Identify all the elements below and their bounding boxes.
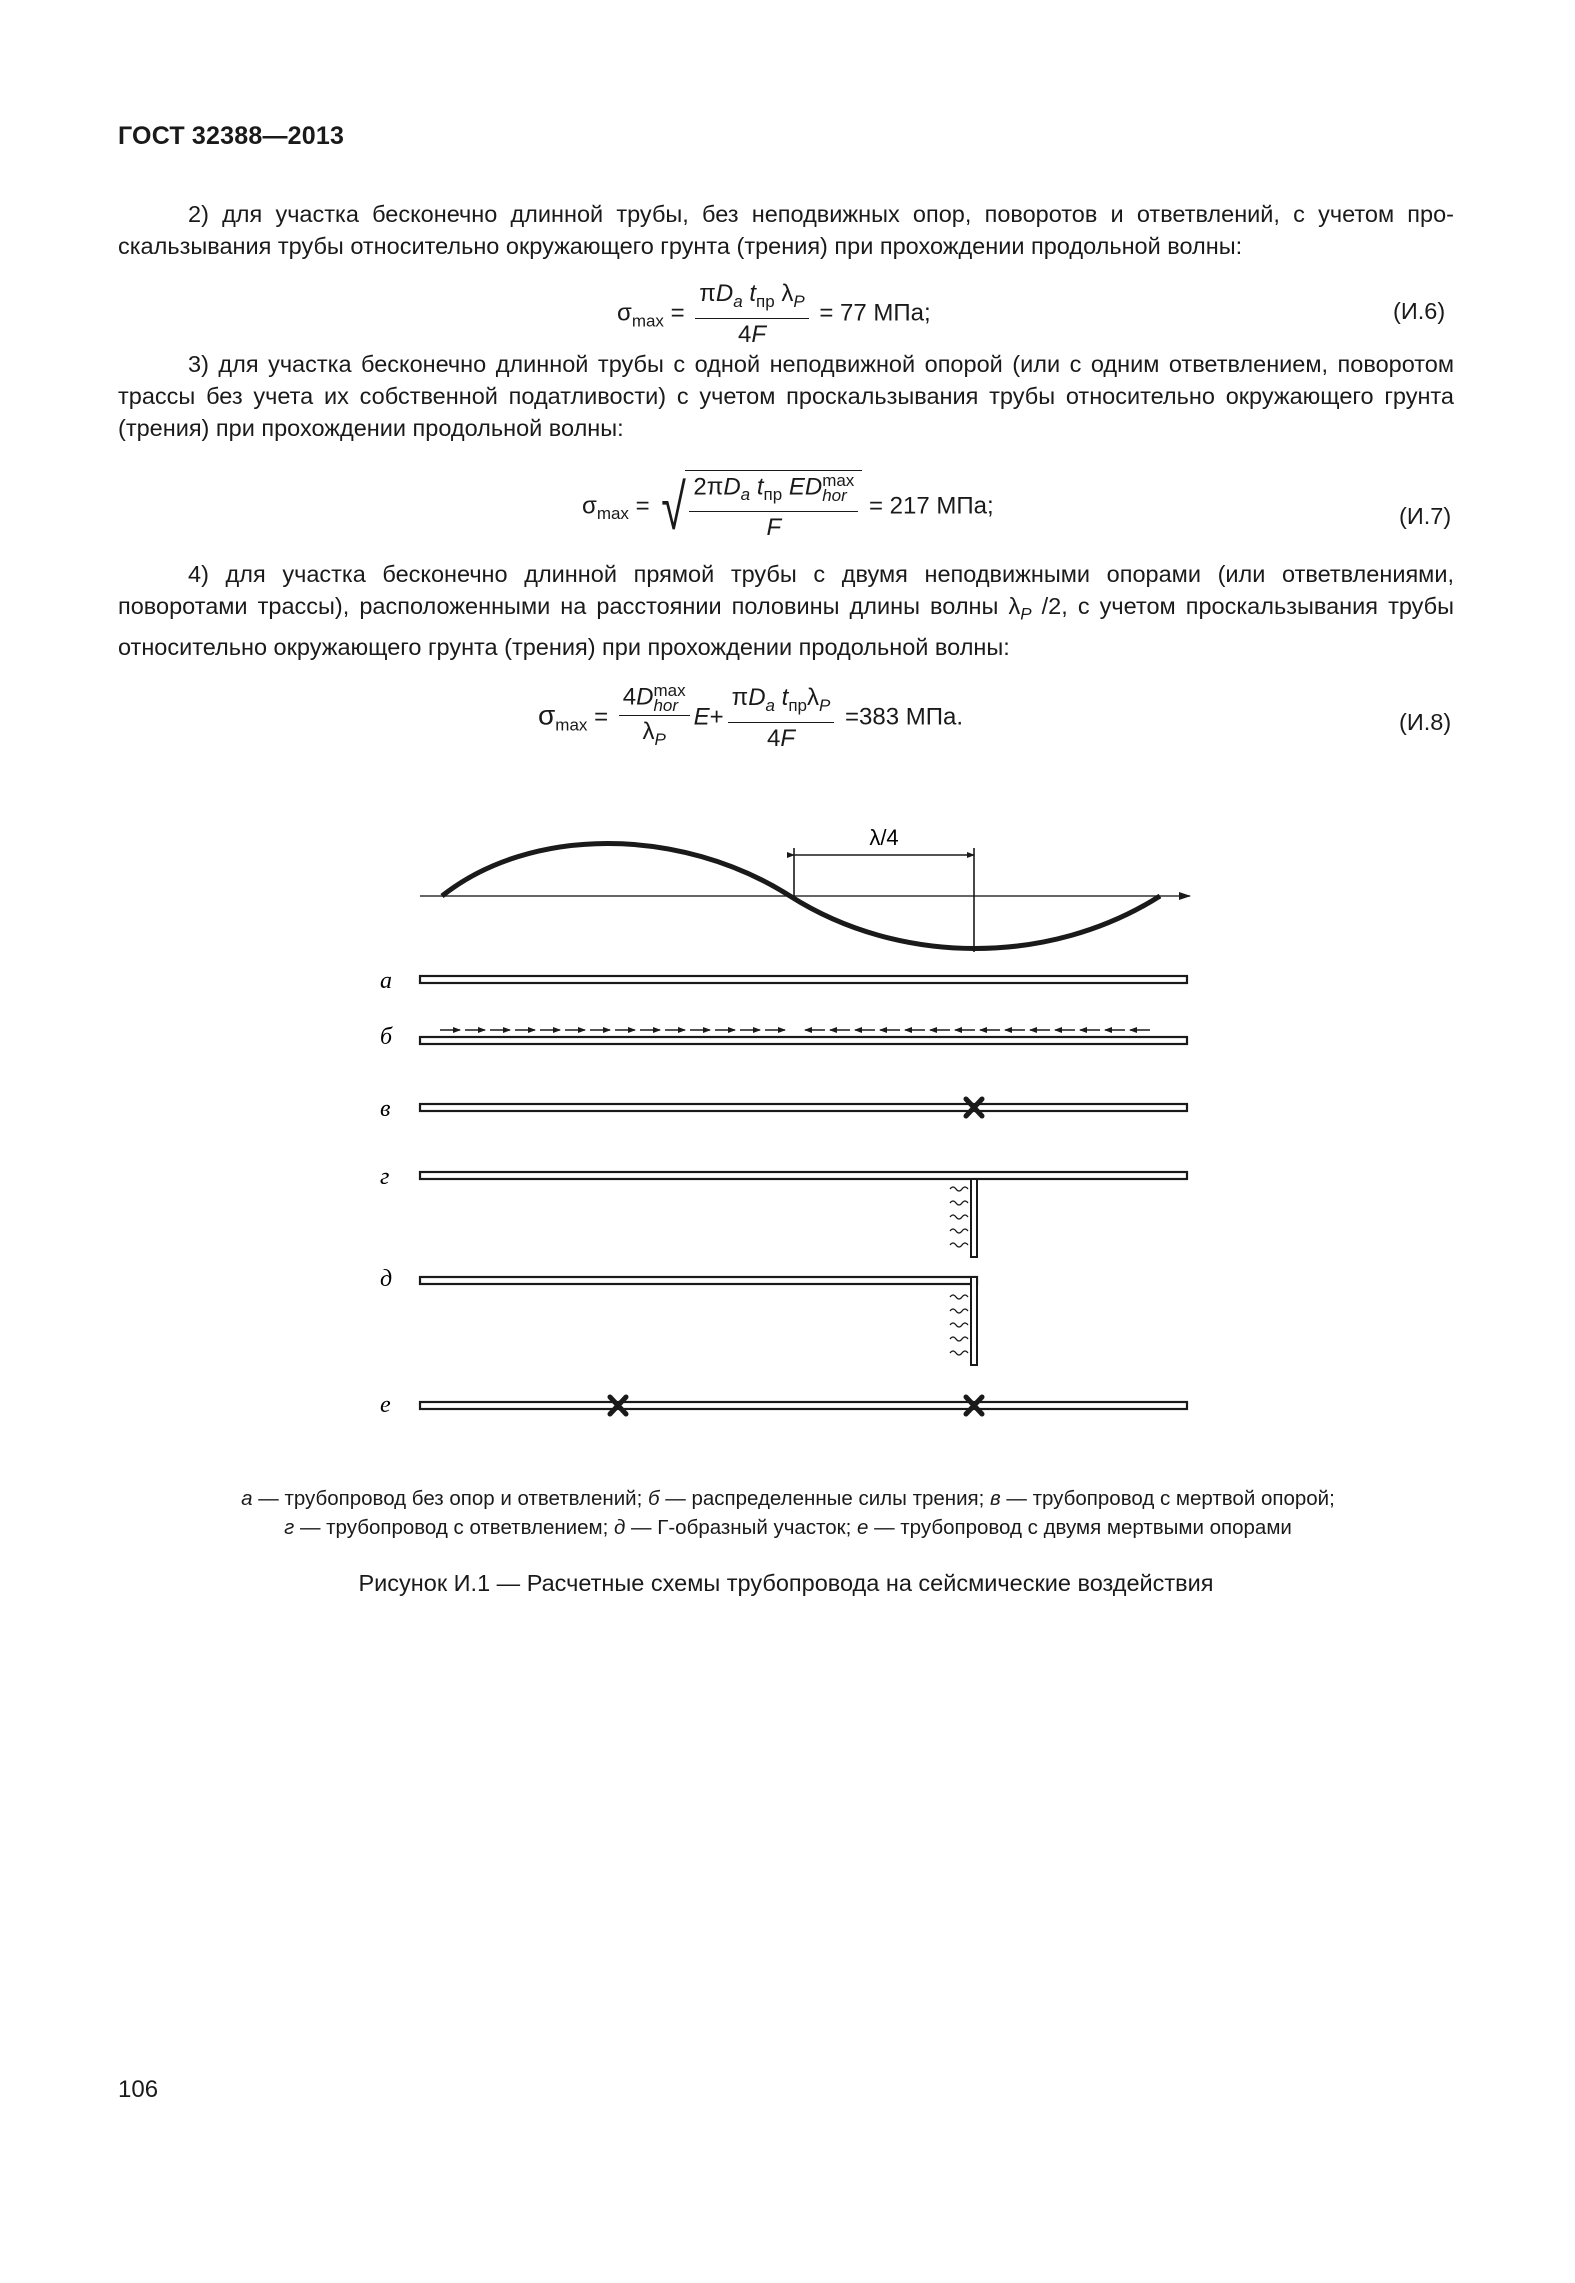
legend-line-2: г — трубопровод с ответвлением; д — Г-образный участок; е — трубопровод с двумя мертвыми опорами bbox=[284, 1516, 1292, 1539]
row-label-e: е bbox=[380, 1392, 391, 1418]
formula-i6-result: = 77 МПа; bbox=[819, 299, 931, 327]
equation-number-i8: (И.8) bbox=[1399, 709, 1452, 735]
formula-i7-fraction: $2\pi D_a$ $t_{пр}$ ED max hor F bbox=[689, 473, 858, 542]
paragraph-2 bbox=[118, 198, 1454, 262]
row-label-a: а bbox=[380, 968, 392, 994]
pipe-e bbox=[420, 1402, 1187, 1409]
branch-g bbox=[971, 1179, 977, 1257]
quarter-wave-label: λ/4 bbox=[869, 825, 899, 850]
paragraph-3-text: 3) для участка бесконечно длинной трубы с одной неподвижной опорой (или с одним ответвлением, поворотом трассы без учета их собственной податливости) с учетом проскальзывания трубы относительно окружающего грунта (трения) при прохождении продольной волны: bbox=[118, 351, 1454, 441]
soil-springs-g bbox=[950, 1187, 968, 1247]
formula-i8: $\sigma_{max}$ = 4D max hor $\lambda_P$ E+ $\frac{\pi D_a t_{пр}\lambda_P}{4F}$ =383 МПа. bbox=[538, 681, 964, 752]
row-label-b: б bbox=[380, 1024, 393, 1050]
pipe-a bbox=[420, 976, 1187, 983]
row-label-d: д bbox=[380, 1266, 393, 1292]
formula-i6: $\sigma_{max}$ = $\frac{\pi D_a t_{пр} \lambda_P}{4F}$ = 77 МПа; bbox=[617, 280, 931, 348]
radical-sign: √ bbox=[661, 471, 687, 543]
pipeline-schemes-figure bbox=[380, 800, 1210, 1440]
figure-legend bbox=[130, 1484, 1446, 1542]
formula-i8-term1: 4D max hor $\lambda_P$ bbox=[619, 683, 690, 754]
formula-i7-result: = 217 МПа; bbox=[868, 492, 994, 520]
soil-springs-d bbox=[950, 1295, 968, 1355]
bend-d bbox=[971, 1277, 977, 1365]
pipe-b bbox=[420, 1037, 1187, 1044]
legend-line-1: а — трубопровод без опор и ответвлений; б — распределенные силы трения; в — трубопровод с мертвой опорой; bbox=[241, 1487, 1335, 1510]
formula-i7-sqrt bbox=[656, 470, 862, 544]
paragraph-3 bbox=[118, 348, 1454, 444]
formula-i8-result: =383 МПа. bbox=[845, 703, 964, 731]
equation-number-i6: (И.6) bbox=[1393, 298, 1446, 324]
pipe-v bbox=[420, 1104, 1187, 1111]
equation-number-i7: (И.7) bbox=[1399, 503, 1452, 529]
page-number: 106 bbox=[118, 2076, 159, 2103]
figure-caption: Рисунок И.1 — Расчетные схемы трубопровода на сейсмические воздействия bbox=[358, 1570, 1214, 1596]
paragraph-2-text: 2) для участка бесконечно длинной трубы, без неподвижных опор, поворотов и ответвлений, с учетом проскальзывания трубы относительно окружающего грунта (трения) при прохождении продольной волны: bbox=[118, 201, 1454, 259]
formula-i7: $\sigma_{max}$ = √ $2\pi D_a$ $t_{пр}$ ED max hor F = 217 МПа; bbox=[582, 471, 994, 543]
pipe-d bbox=[420, 1277, 977, 1284]
formula-i8-term2: $\frac{\pi D_a t_{пр}\lambda_P}{4F}$ bbox=[728, 684, 835, 753]
row-label-g: г bbox=[380, 1164, 390, 1190]
document-header: ГОСТ 32388—2013 bbox=[118, 122, 345, 150]
pipe-g bbox=[420, 1172, 1187, 1179]
formula-i6-fraction: $\frac{\pi D_a t_{пр} \lambda_P}{4F}$ bbox=[695, 280, 808, 349]
row-label-v: в bbox=[380, 1096, 391, 1122]
paragraph-4: 4) для участка бесконечно длинной прямой трубы с двумя неподвижными опорами (или ответвлениями, поворотами трассы), расположенными на расстоянии половины длины волны $\lambda_P$ /2, с учетом проскальзывания трубы относительно окружающего грунта (трения) при прохождении продольной волны: bbox=[118, 561, 1454, 660]
